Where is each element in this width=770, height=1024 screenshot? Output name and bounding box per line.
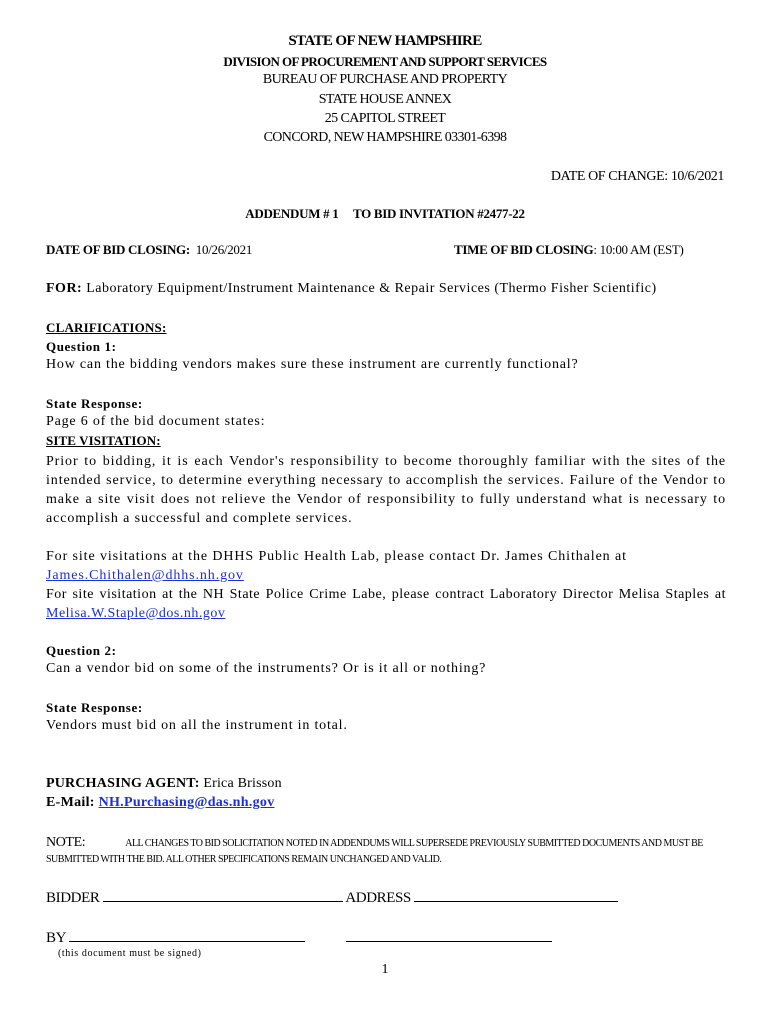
q2-response-label: State Response: bbox=[46, 700, 143, 715]
q1-response-label: State Response: bbox=[46, 396, 143, 411]
addendum-title: ADDENDUM # 1 TO BID INVITATION #2477-22 bbox=[245, 206, 525, 221]
question-2-text: Can a vendor bid on some of the instruments? Or is it all or nothing? bbox=[46, 661, 487, 676]
purchasing-agent bbox=[46, 776, 282, 792]
note-label: NOTE: bbox=[46, 835, 86, 850]
bidder-line bbox=[46, 890, 618, 907]
for-text: Laboratory Equipment/Instrument Maintenance & Repair Services (Thermo Fisher Scientific) bbox=[82, 281, 657, 296]
bidder-field[interactable] bbox=[103, 901, 343, 902]
q2-response-text: Vendors must bid on all the instrument in total. bbox=[46, 718, 348, 733]
purchasing-agent-name: Erica Brisson bbox=[199, 776, 282, 791]
bid-closing-date bbox=[46, 242, 252, 258]
header-street: 25 CAPITOL STREET bbox=[324, 111, 446, 126]
date-signature-field[interactable] bbox=[346, 941, 552, 942]
signed-note: (this document must be signed) bbox=[58, 948, 202, 959]
for-line bbox=[46, 281, 657, 297]
bid-closing-time bbox=[454, 242, 684, 258]
question-2-label: Question 2: bbox=[46, 643, 117, 658]
bid-closing-date-label: DATE OF BID CLOSING: bbox=[46, 242, 190, 257]
bid-closing-time-label: TIME OF BID CLOSING bbox=[454, 242, 594, 257]
question-1-text: How can the bidding vendors makes sure these instrument are currently functional? bbox=[46, 357, 579, 372]
note-block bbox=[46, 835, 728, 868]
site-visitation-heading: SITE VISITATION: bbox=[46, 433, 161, 448]
header-building: STATE HOUSE ANNEX bbox=[318, 92, 452, 107]
police-contact-text: For site visitation at the NH State Police Crime Labe, please contract Laboratory Director Melisa Staples at bbox=[46, 587, 726, 602]
bid-closing-time-value: : 10:00 AM (EST) bbox=[593, 242, 684, 257]
dhhs-contact bbox=[46, 547, 726, 585]
dhhs-email-link[interactable]: James.Chithalen@dhhs.nh.gov bbox=[46, 568, 244, 583]
police-email-link[interactable]: Melisa.W.Staple@dos.nh.gov bbox=[46, 606, 226, 621]
purchasing-agent-label: PURCHASING AGENT: bbox=[46, 776, 200, 791]
by-label: BY bbox=[46, 930, 66, 946]
by-line bbox=[46, 930, 552, 947]
header-state: STATE OF NEW HAMPSHIRE bbox=[288, 33, 482, 49]
q1-response-intro: Page 6 of the bid document states: bbox=[46, 414, 266, 429]
header-city: CONCORD, NEW HAMPSHIRE 03301-6398 bbox=[263, 130, 507, 145]
by-signature-field[interactable] bbox=[69, 941, 305, 942]
bidder-label: BIDDER bbox=[46, 890, 100, 906]
agent-email bbox=[46, 795, 275, 811]
note-text: ALL CHANGES TO BID SOLICITATION NOTED IN ADDENDUMS WILL SUPERSEDE PREVIOUSLY SUBMITTED DOCUMENTS AND MUST BE SUBMITTED WITH THE BID. ALL OTHER SPECIFICATIONS REMAIN UNCHANGED AND VALID. bbox=[46, 838, 703, 865]
dhhs-contact-text: For site visitations at the DHHS Public Health Lab, please contact Dr. James Chithalen at bbox=[46, 549, 627, 564]
bid-closing-date-value: 10/26/2021 bbox=[195, 242, 253, 257]
agent-email-link[interactable]: NH.Purchasing@das.nh.gov bbox=[98, 795, 275, 810]
address-field[interactable] bbox=[414, 901, 618, 902]
for-label: FOR: bbox=[46, 281, 83, 296]
header-division: DIVISION OF PROCUREMENT AND SUPPORT SERVICES bbox=[223, 54, 547, 69]
question-1-label: Question 1: bbox=[46, 339, 117, 354]
clarifications-heading: CLARIFICATIONS: bbox=[46, 320, 167, 335]
page-number: 1 bbox=[381, 962, 389, 977]
header-bureau: BUREAU OF PURCHASE AND PROPERTY bbox=[262, 72, 508, 87]
agent-email-label: E-Mail: bbox=[46, 795, 99, 810]
site-visitation-text: Prior to bidding, it is each Vendor's responsibility to become thoroughly familiar with the sites of the intended service, to determine everything necessary to accomplish the services. Failure of the Vendor to make a site visit does not relieve the Vendor of responsibility to fully understand what is necessary to accomplish a successful and complete services. bbox=[46, 454, 726, 526]
police-contact bbox=[46, 585, 726, 623]
address-label: ADDRESS bbox=[345, 890, 411, 906]
date-of-change: DATE OF CHANGE: 10/6/2021 bbox=[550, 169, 724, 184]
